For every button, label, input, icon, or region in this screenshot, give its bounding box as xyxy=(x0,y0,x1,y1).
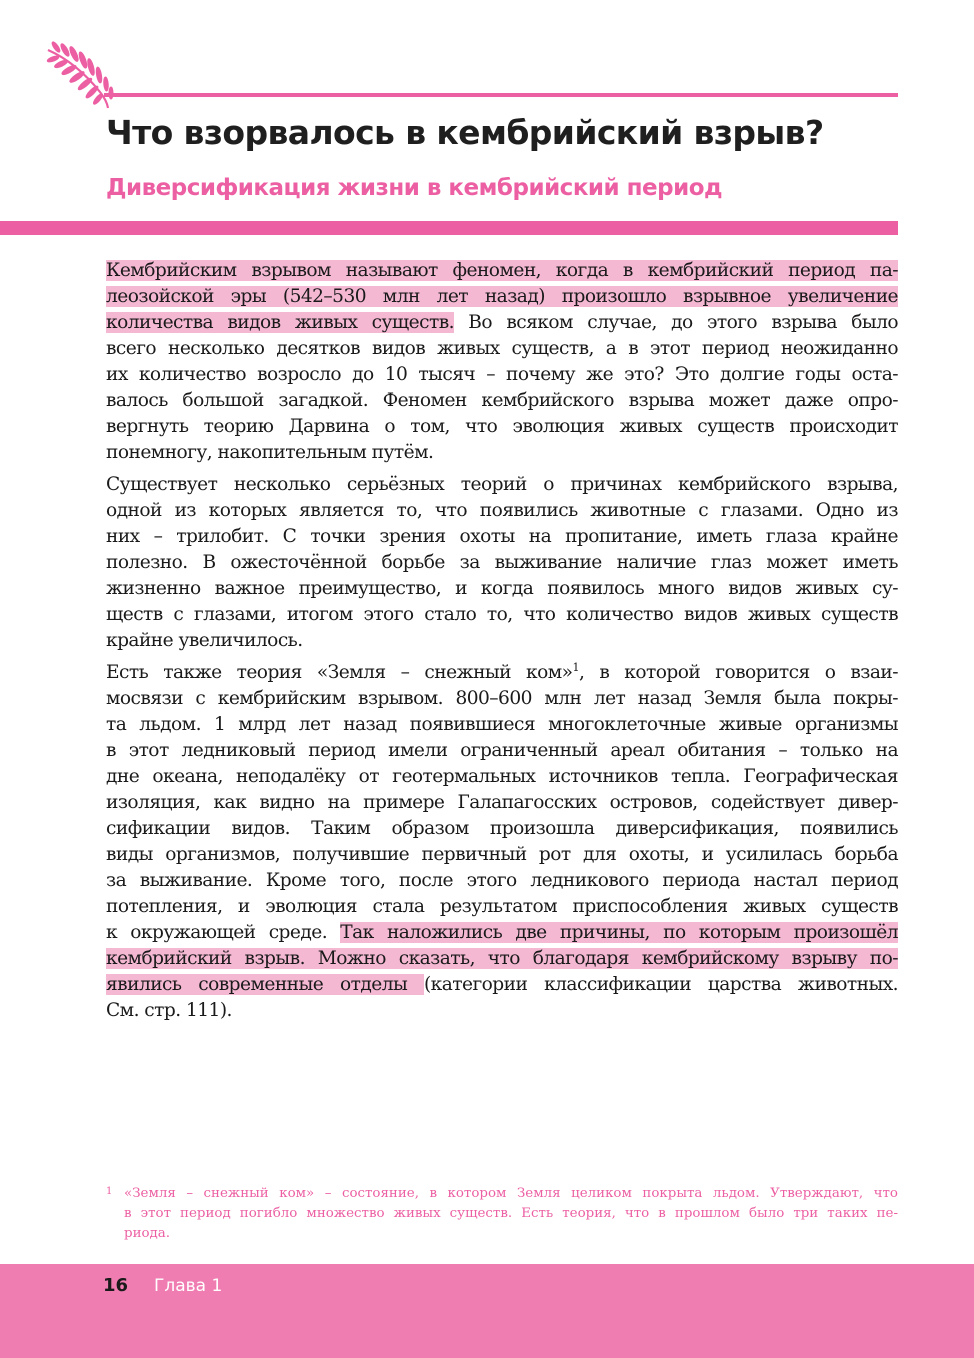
text-line: за выживание. Кроме того, после этого ледникового периода настал период xyxy=(106,870,898,891)
text-line xyxy=(106,972,898,998)
text-line: ществ с глазами, итогом этого стало то, что количество видов живых существ xyxy=(106,604,898,625)
text-fragment: Во всяком случае, до этого взрыва было xyxy=(454,312,898,333)
text-line: в этот ледниковый период имели ограниченный ареал обитания – только на xyxy=(106,740,898,761)
text-line: валось большой загадкой. Феномен кембрийского взрыва может даже опро- xyxy=(106,390,898,411)
text-line: сификации видов. Таким образом произошла диверсификация, появились xyxy=(106,818,898,839)
text-line: Существует несколько серьёзных теорий о причинах кембрийского взрыва, xyxy=(106,474,898,495)
article-body xyxy=(106,258,898,1030)
text-fragment: Есть также теория «Земля – снежный ком» xyxy=(106,662,573,683)
text-line: них – трилобит. С точки зрения охоты на пропитание, иметь глаза крайне xyxy=(106,526,898,547)
fern-leaf-icon xyxy=(44,40,122,110)
header-band xyxy=(0,221,898,235)
highlighted-text: явились современные отделы xyxy=(106,974,424,995)
text-line: полезно. В ожесточённой борьбе за выживание наличие глаз может иметь xyxy=(106,552,898,573)
text-line: изоляция, как видно на примере Галапагосских островов, содействует дивер- xyxy=(106,792,898,813)
page-subtitle: Диверсификация жизни в кембрийский период xyxy=(106,175,723,201)
footnote-marker: 1 xyxy=(106,1186,113,1197)
text-line: мосвязи с кембрийским взрывом. 800–600 млн лет назад Земля была покры- xyxy=(106,688,898,709)
text-fragment: , в которой говорится о взаи- xyxy=(578,662,898,683)
text-line: всего несколько десятков видов живых существ, а в этот период неожиданно xyxy=(106,338,898,359)
highlighted-text: Кембрийским взрывом называют феномен, когда в кембрийский период па- xyxy=(106,260,898,281)
footnote-line: «Земля – снежный ком» – состояние, в котором Земля целиком покрыта льдом. Утверждают, что xyxy=(124,1186,898,1201)
text-line: одной из которых является то, что появились животные с глазами. Одно из xyxy=(106,500,898,521)
chapter-label: Глава 1 xyxy=(154,1276,223,1296)
text-line xyxy=(106,284,898,310)
text-line: жизненно важное преимущество, и когда появилось много видов живых су- xyxy=(106,578,898,599)
text-line: понемногу, накопительным путём. xyxy=(106,442,434,463)
highlighted-text: леозойской эры (542–530 млн лет назад) произошло взрывное увеличение xyxy=(106,286,898,307)
text-line xyxy=(106,946,898,972)
text-line: вергнуть теорию Дарвина о том, что эволюция живых существ происходит xyxy=(106,416,898,437)
text-line: См. стр. 111). xyxy=(106,1000,232,1021)
text-line xyxy=(106,660,898,686)
text-line: виды организмов, получившие первичный рот для охоты, и усилилась борьба xyxy=(106,844,898,865)
text-line xyxy=(106,920,898,946)
text-line: дне океана, неподалёку от геотермальных источников тепла. Географическая xyxy=(106,766,898,787)
footnote-reference[interactable]: 1 xyxy=(572,661,579,674)
paragraph-2 xyxy=(106,472,898,654)
footnote-line: риода. xyxy=(124,1226,171,1241)
highlighted-text: Так наложились две причины, по которым произошёл xyxy=(340,922,898,943)
paragraph-3 xyxy=(106,660,898,1024)
footer-band xyxy=(0,1264,974,1358)
text-line: их количество возросло до 10 тысяч – почему же это? Это долгие годы оста- xyxy=(106,364,898,385)
text-line xyxy=(106,310,898,336)
text-fragment: к окружающей среде. xyxy=(106,922,341,943)
header-top-rule xyxy=(104,93,898,97)
highlighted-text: количества видов живых существ. xyxy=(106,312,454,333)
page-title: Что взорвалось в кембрийский взрыв? xyxy=(106,113,824,152)
text-line: та льдом. 1 млрд лет назад появившиеся многоклеточные живые организмы xyxy=(106,714,898,735)
text-fragment: (категории классификации царства животных. xyxy=(423,974,899,995)
text-line xyxy=(106,258,898,284)
text-line: потепления, и эволюция стала результатом приспособления живых существ xyxy=(106,896,898,917)
highlighted-text: кембрийский взрыв. Можно сказать, что благодаря кембрийскому взрыву по- xyxy=(106,948,898,969)
footnote-line: в этот период погибло множество живых существ. Есть теория, что в прошлом было три таких пе- xyxy=(124,1206,898,1221)
page-number: 16 xyxy=(103,1275,129,1296)
paragraph-1 xyxy=(106,258,898,466)
text-line: крайне увеличилось. xyxy=(106,630,303,651)
footnote xyxy=(106,1184,898,1244)
